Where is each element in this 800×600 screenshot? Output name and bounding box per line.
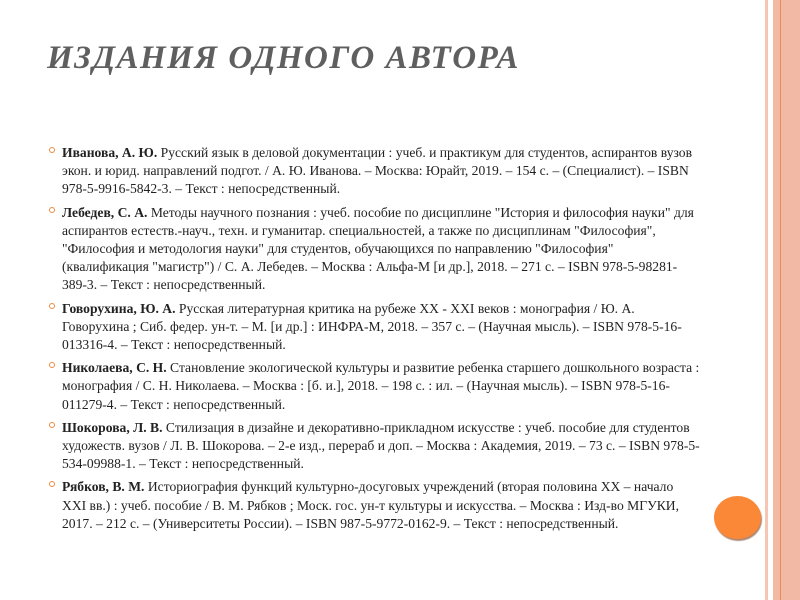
bullet-icon: [49, 422, 55, 428]
entry-author: Шокорова, Л. В.: [62, 419, 163, 435]
bullet-icon: [49, 481, 55, 487]
entry-author: Рябков, В. М.: [62, 479, 145, 495]
decorative-stripe-line: [780, 0, 781, 600]
bullet-icon: [49, 362, 55, 368]
entry-text: Русская литературная критика на рубеже XX - XXI веков : монография / Ю. А. Говорухина ; Сиб. федер. ун-т. – М. [и др.] : ИНФРА-М, 2018. – 357 с. – (Научная мысль). – ISBN 978-5-16-013316-4. – Текст : непосредственный.: [62, 300, 682, 353]
bibliography-entry: [48, 300, 700, 355]
bibliography-entry: [48, 359, 700, 414]
bibliography-entry: [48, 144, 700, 199]
entry-author: Говорухина, Ю. А.: [62, 300, 176, 316]
entry-text: Стилизация в дизайне и декоративно-прикладном искусстве : учеб. пособие для студентов художеств. вузов / Л. В. Шокорова. – 2-е изд., перераб и доп. – Москва : Академия, 2019. – 73 с. – ISBN 978-5-534-09988-1. – Текст : непосредственный.: [62, 419, 700, 472]
entry-text: Становление экологической культуры и развитие ребенка старшего дошкольного возраста : монография / С. Н. Николаева. – Москва : [б. и.], 2018. – 198 с. : ил. – (Научная мысль). – ISBN 978-5-16-011279-4. – Текст : непосредственный.: [62, 360, 700, 412]
bibliography-entry: [48, 204, 700, 295]
bullet-icon: [49, 147, 55, 153]
bibliography-entry: [48, 419, 700, 474]
entry-author: Николаева, С. Н.: [62, 360, 167, 376]
entry-text: Русский язык в деловой документации : учеб. и практикум для студентов, аспирантов вузов экон. и юрид. направлений подгот. / А. Ю. Иванова. – Москва: Юрайт, 2019. – 154 с. – (Специалист). – ISBN 978-5-9916-5842-3. – Текст : непосредственный.: [62, 145, 693, 197]
entry-text: Методы научного познания : учеб. пособие по дисциплине "История и философия науки" для аспирантов естеств.-науч., техн. и гуманитар. специальностей, а также по дисциплинам "Философия", "Философия и методология науки" для студентов, обучающихся по направлению "Философия" (квалификация "магистр") / С. А. Лебедев. – Москва : Альфа-М [и др.], 2018. – 271 с. – ISBN 978-5-98281-389-3. – Текст : непосредственный.: [62, 204, 694, 293]
slide-title: ИЗДАНИЯ ОДНОГО АВТОРА: [47, 40, 520, 76]
entry-author: Лебедев, С. А.: [62, 204, 148, 220]
decorative-stripe-wide: [773, 0, 800, 600]
bullet-icon: [49, 207, 55, 213]
entry-text: Историография функций культурно-досуговых учреждений (вторая половина XX – начало XXI вв.) : учеб. пособие / В. М. Рябков ; Моск. гос. ун-т культуры и искусства. – Москва : Изд-во МГУКИ, 2017. – 212 с. – (Университеты России). – ISBN 987-5-9772-0162-9. – Текст : непосредственный.: [62, 479, 679, 531]
bibliography-entry: [48, 478, 700, 533]
decorative-orange-circle: [714, 496, 761, 539]
decorative-stripe-thin: [765, 0, 768, 600]
entry-author: Иванова, А. Ю.: [62, 145, 158, 160]
bibliography-list: [48, 144, 700, 538]
bullet-icon: [49, 303, 55, 309]
